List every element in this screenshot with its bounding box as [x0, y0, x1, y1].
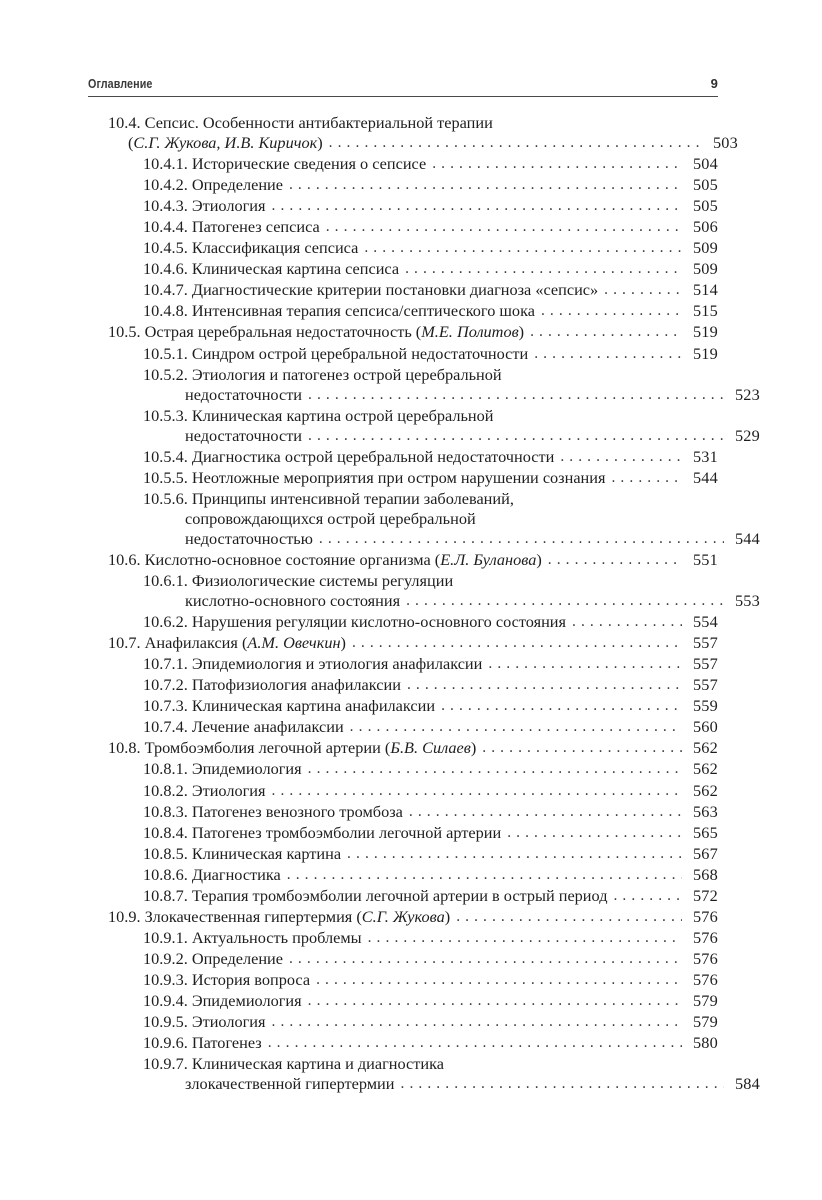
toc-entry-title: 10.5.5. Неотложные мероприятия при остром нарушении сознания [143, 467, 606, 487]
toc-entry-author: С.Г. Жукова [361, 906, 445, 926]
toc-entry-title: 10.9. Злокачественная гипертермия ( [108, 906, 362, 926]
toc-entry-line [108, 113, 718, 133]
dot-leader [456, 907, 682, 927]
dot-leader [350, 717, 682, 737]
toc-entry-title: 10.4.7. Диагностические критерии постановки диагноза «сепсис» [143, 280, 599, 300]
dot-leader [432, 154, 682, 174]
toc-entry-page-number: 506 [692, 217, 718, 237]
header-divider-rule [88, 96, 718, 97]
toc-entry[interactable] [88, 781, 718, 802]
toc-entry-title: 10.7.4. Лечение анафилаксии [143, 717, 344, 737]
toc-entry[interactable] [88, 175, 718, 196]
toc-entry-line [143, 489, 718, 509]
toc-entry-title-tail: ) [536, 549, 542, 569]
toc-entry-title-tail: ) [340, 633, 346, 653]
toc-entry-title: 10.7.2. Патофизиология анафилаксии [143, 675, 401, 695]
dot-leader [541, 301, 682, 321]
dot-leader [308, 759, 682, 779]
dot-leader [272, 196, 683, 216]
toc-entry-title: недостаточностью [185, 528, 313, 548]
dot-leader [488, 654, 682, 674]
dot-leader [289, 175, 682, 195]
toc-entry-page-number: 544 [692, 467, 718, 487]
toc-entry-title: 10.9.5. Этиология [143, 1012, 266, 1032]
toc-entry-page-number: 559 [692, 696, 718, 716]
toc-entry[interactable] [88, 405, 760, 447]
toc-entry-title: 10.6. Кислотно-основное состояние организма ( [108, 549, 441, 569]
toc-entry-line [143, 949, 718, 970]
toc-entry-page-number: 551 [692, 549, 718, 569]
toc-entry-line [143, 238, 718, 259]
toc-entry-line [143, 426, 760, 447]
toc-entry[interactable] [88, 238, 718, 259]
toc-entry[interactable] [88, 696, 718, 717]
dot-leader [308, 426, 724, 446]
toc-entry-line [143, 886, 718, 907]
page-folio-number: 9 [710, 76, 718, 91]
toc-entry-title: 10.8.2. Этиология [143, 780, 266, 800]
running-header [88, 76, 718, 91]
dot-leader [572, 612, 682, 632]
toc-entry-author: А.М. Овечкин [247, 633, 341, 653]
toc-entry[interactable] [88, 1012, 718, 1033]
toc-entry-title: 10.8.5. Клиническая картина [143, 843, 342, 863]
toc-entry-line [143, 447, 718, 468]
toc-entry[interactable] [88, 865, 718, 886]
toc-entry-line [143, 385, 760, 406]
toc-entry-title-tail: ) [317, 133, 323, 153]
toc-entry-line [143, 196, 718, 217]
toc-entry[interactable] [88, 970, 718, 991]
toc-entry-line [143, 406, 718, 426]
toc-entry-title: 10.8.4. Патогенез тромбоэмболии легочной артерии [143, 822, 502, 842]
toc-entry-title: 10.4.6. Клиническая картина сепсиса [143, 259, 400, 279]
toc-entry-page-number: 515 [692, 301, 718, 321]
toc-entry-line [143, 612, 718, 633]
toc-entry-title: 10.5.6. Принципы интенсивной терапии заболеваний, [143, 488, 514, 508]
toc-entry-line [143, 1054, 718, 1074]
toc-entry-title-tail: ) [518, 322, 525, 342]
toc-entry-line [143, 175, 718, 196]
toc-entry-page-number: 562 [692, 759, 718, 779]
toc-entry-line [143, 759, 718, 780]
toc-entry-line [143, 675, 718, 696]
toc-entry-page-number: 576 [692, 969, 718, 989]
toc-entry-title: 10.4. Сепсис. Особенности антибактериальной терапии [108, 113, 493, 132]
toc-entry-author: С.Г. Жукова, И.В. Киричок [133, 133, 318, 153]
toc-entry-line [143, 1074, 760, 1095]
dot-leader [406, 591, 724, 611]
dot-leader [613, 886, 682, 906]
toc-entry-page-number: 514 [692, 280, 718, 300]
toc-entry-title: 10.8.7. Терапия тромбоэмболии легочной артерии в острый период [143, 885, 608, 905]
toc-entry-page-number: 580 [692, 1033, 718, 1053]
toc-entry-page-number: 554 [692, 612, 718, 632]
toc-entry-line [143, 823, 718, 844]
toc-entry-line [108, 738, 718, 759]
dot-leader [364, 238, 682, 258]
toc-entry[interactable] [88, 654, 718, 675]
toc-entry-page-number: 503 [712, 133, 738, 153]
toc-entry-page-number: 509 [692, 259, 718, 279]
dot-leader [530, 322, 682, 342]
dot-leader [405, 259, 682, 279]
toc-entry-line [143, 571, 718, 591]
toc-entry-page-number: 509 [692, 238, 718, 258]
toc-entry-title: 10.5.1. Синдром острой церебральной недостаточности [143, 343, 529, 363]
toc-entry[interactable] [88, 113, 738, 154]
toc-entry-title: 10.8.6. Диагностика [143, 864, 281, 884]
toc-entry-line [143, 217, 718, 238]
toc-entry-title: 10.4.1. Исторические сведения о сепсисе [143, 154, 427, 174]
toc-entry[interactable] [88, 633, 718, 654]
table-of-contents-list [88, 113, 760, 1095]
dot-leader [316, 970, 682, 990]
toc-entry-title: 10.4.8. Интенсивная терапия сепсиса/септического шока [143, 301, 535, 321]
toc-entry-page-number: 519 [692, 322, 718, 342]
running-header-title: Оглавление [88, 77, 153, 91]
toc-entry-line [143, 802, 718, 823]
toc-entry-page-number: 553 [734, 591, 760, 611]
toc-entry-title: 10.5.2. Этиология и патогенез острой церебральной [143, 364, 502, 384]
toc-entry-title: 10.5.3. Клиническая картина острой церебральной [143, 405, 494, 425]
toc-entry-title: кислотно-основного состояния [185, 591, 401, 611]
toc-entry-title: 10.7. Анафилаксия ( [108, 633, 248, 653]
toc-entry-page-number: 531 [692, 446, 718, 466]
dot-leader [548, 550, 682, 570]
toc-entry-line [143, 717, 718, 738]
toc-entry[interactable] [88, 217, 718, 238]
toc-entry-line [108, 322, 718, 343]
dot-leader [272, 1012, 683, 1032]
toc-entry-line [108, 133, 738, 154]
toc-entry-page-number: 579 [692, 990, 718, 1010]
dot-leader [289, 949, 682, 969]
toc-entry-page-number: 576 [692, 906, 718, 926]
dot-leader [329, 133, 702, 153]
dot-leader [347, 844, 682, 864]
toc-entry[interactable] [88, 1054, 760, 1095]
toc-entry-line [143, 1033, 718, 1054]
toc-entry-page-number: 557 [692, 654, 718, 674]
toc-entry-title: сопровождающихся острой церебральной [185, 508, 476, 528]
toc-entry-line [143, 301, 718, 322]
dot-leader [507, 823, 682, 843]
toc-entry-title: 10.7.3. Клиническая картина анафилаксии [143, 696, 436, 716]
toc-entry-line [143, 928, 718, 949]
toc-entry-page-number: 567 [692, 843, 718, 863]
toc-entry-page-number: 576 [692, 948, 718, 968]
dot-leader [401, 1074, 725, 1094]
toc-entry-page-number: 544 [734, 528, 760, 548]
toc-entry-line [143, 1012, 718, 1033]
toc-entry-title: 10.5. Острая церебральная недостаточность ( [108, 322, 422, 342]
toc-entry-line [143, 865, 718, 886]
toc-entry-author: Б.В. Силаев [390, 738, 471, 758]
toc-entry-title: 10.9.1. Актуальность проблемы [143, 927, 362, 947]
toc-entry[interactable] [88, 844, 718, 865]
toc-entry-line [143, 509, 760, 529]
toc-entry-line [143, 344, 718, 365]
toc-entry-line [143, 781, 718, 802]
toc-entry-line [143, 280, 718, 301]
toc-entry-line [143, 696, 718, 717]
toc-entry[interactable] [88, 675, 718, 696]
toc-entry-title: недостаточности [185, 384, 303, 404]
toc-entry[interactable] [88, 738, 718, 759]
toc-entry-line [143, 468, 718, 489]
dot-leader [482, 738, 682, 758]
toc-entry[interactable] [88, 344, 718, 365]
toc-entry-title-tail: ) [444, 906, 451, 926]
toc-entry-page-number: 504 [692, 154, 718, 174]
toc-entry-title: 10.4.3. Этиология [143, 196, 266, 216]
toc-entry-title: 10.7.1. Эпидемиология и этиология анафилаксии [143, 654, 483, 674]
dot-leader [319, 529, 724, 549]
toc-entry-page-number: 529 [734, 425, 760, 445]
toc-entry-author: Е.Л. Буланова [440, 549, 537, 569]
toc-entry[interactable] [88, 154, 718, 175]
toc-entry-title: 10.4.5. Классификация сепсиса [143, 238, 359, 258]
toc-entry[interactable] [88, 823, 718, 844]
dot-leader [441, 696, 682, 716]
toc-entry[interactable] [88, 717, 718, 738]
toc-entry-page-number: 505 [692, 175, 718, 195]
toc-entry[interactable] [88, 468, 718, 489]
toc-entry-line [143, 154, 718, 175]
toc-entry-title: 10.9.6. Патогенез [143, 1033, 262, 1053]
toc-entry[interactable] [88, 802, 718, 823]
toc-entry[interactable] [88, 949, 718, 970]
toc-entry-page-number: 572 [692, 885, 718, 905]
dot-leader [409, 802, 682, 822]
toc-entry-title-tail: ) [470, 738, 477, 758]
toc-entry-page-number: 519 [692, 343, 718, 363]
toc-entry[interactable] [88, 447, 718, 468]
dot-leader [407, 675, 682, 695]
toc-entry-title: 10.9.3. История вопроса [143, 969, 311, 989]
toc-entry-title: злокачественной гипертермии [185, 1074, 395, 1094]
toc-entry-title: 10.8.1. Эпидемиология [143, 759, 302, 779]
toc-entry[interactable] [88, 196, 718, 217]
dot-leader [352, 633, 682, 653]
toc-entry[interactable] [88, 301, 718, 322]
toc-entry-page-number: 557 [692, 675, 718, 695]
toc-entry-line [108, 550, 718, 571]
toc-entry[interactable] [88, 364, 760, 406]
dot-leader [326, 217, 682, 237]
toc-entry-line [143, 529, 760, 550]
toc-entry[interactable] [88, 886, 718, 907]
dot-leader [308, 991, 682, 1011]
toc-entry-page-number: 576 [692, 927, 718, 947]
toc-entry-page-number: 584 [734, 1074, 760, 1094]
toc-entry-line [108, 633, 718, 654]
dot-leader [308, 385, 724, 405]
toc-entry-page-number: 562 [692, 780, 718, 800]
toc-entry[interactable] [88, 571, 760, 612]
toc-entry-line [143, 844, 718, 865]
toc-entry-title: 10.9.2. Определение [143, 948, 283, 968]
toc-entry-line [143, 654, 718, 675]
toc-entry[interactable] [88, 928, 718, 949]
toc-entry-line [143, 591, 760, 612]
toc-entry-title: 10.8. Тромбоэмболия легочной артерии ( [108, 738, 391, 758]
toc-entry-title: недостаточности [185, 425, 303, 445]
toc-entry[interactable] [88, 991, 718, 1012]
toc-entry-title: 10.5.4. Диагностика острой церебральной недостаточности [143, 446, 555, 466]
toc-entry[interactable] [88, 550, 718, 571]
dot-leader [287, 865, 682, 885]
toc-entry-line [143, 991, 718, 1012]
toc-entry-page-number: 563 [692, 801, 718, 821]
toc-entry-page-number: 505 [692, 196, 718, 216]
toc-entry-title: 10.4.4. Патогенез сепсиса [143, 217, 320, 237]
toc-entry[interactable] [88, 1033, 718, 1054]
toc-entry[interactable] [88, 612, 718, 633]
dot-leader [368, 928, 682, 948]
toc-entry-title: 10.8.3. Патогенез венозного тромбоза [143, 801, 403, 821]
toc-entry[interactable] [88, 488, 760, 550]
dot-leader [272, 781, 683, 801]
toc-entry[interactable] [88, 280, 718, 301]
toc-entry-title: 10.6.2. Нарушения регуляции кислотно-основного состояния [143, 612, 567, 632]
toc-entry-author: М.Е. Политов [421, 322, 519, 342]
dot-leader [534, 344, 682, 364]
toc-entry-line [143, 259, 718, 280]
toc-entry-page-number: 557 [692, 633, 718, 653]
toc-entry-line [143, 970, 718, 991]
toc-entry-title: 10.6.1. Физиологические системы регуляции [143, 571, 454, 591]
toc-entry[interactable] [88, 259, 718, 280]
dot-leader [560, 447, 682, 467]
toc-entry[interactable] [88, 759, 718, 780]
toc-entry-page-number: 562 [692, 738, 718, 758]
toc-entry-title: 10.9.4. Эпидемиология [143, 990, 302, 1010]
dot-leader [611, 468, 682, 488]
toc-entry[interactable] [88, 907, 718, 928]
toc-entry-title: ( [128, 133, 134, 153]
dot-leader [268, 1033, 682, 1053]
toc-entry-page-number: 523 [734, 384, 760, 404]
toc-entry-page-number: 560 [692, 717, 718, 737]
dot-leader [604, 280, 682, 300]
toc-entry-page-number: 565 [692, 822, 718, 842]
toc-entry-page-number: 568 [692, 864, 718, 884]
toc-entry-page-number: 579 [692, 1012, 718, 1032]
toc-entry[interactable] [88, 322, 718, 343]
toc-entry-line [143, 365, 718, 385]
toc-entry-title: 10.9.7. Клиническая картина и диагностика [143, 1054, 445, 1074]
toc-entry-title: 10.4.2. Определение [143, 175, 283, 195]
toc-entry-line [108, 907, 718, 928]
